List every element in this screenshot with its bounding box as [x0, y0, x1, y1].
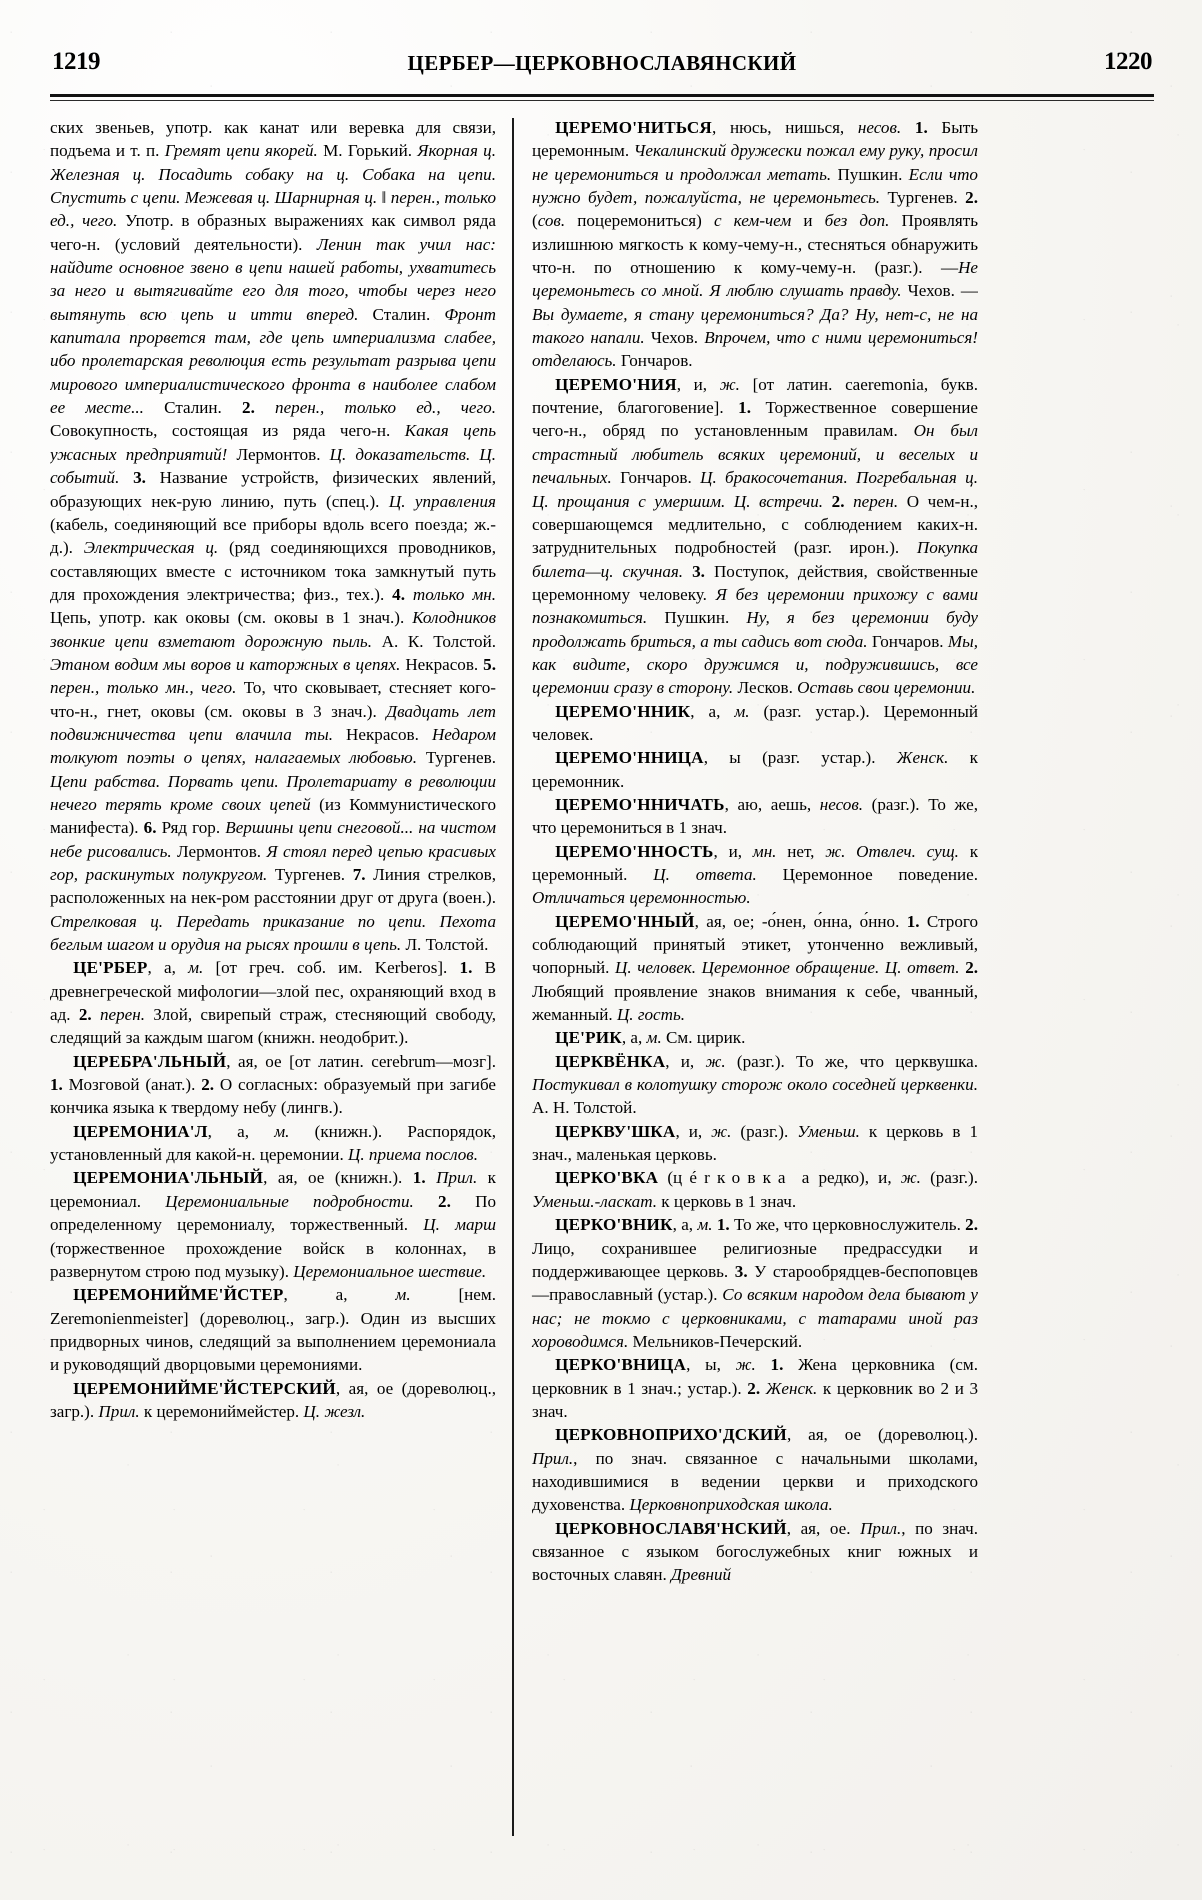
dictionary-entry-tseremonnitsa: ЦЕРЕМО'ННИЦА, ы (разг. устар.). Женск. к церемонник. — [532, 748, 978, 791]
dictionary-entry-tserkovnoprihodskiy: ЦЕРКОВНОПРИХО'ДСКИЙ, ая, ое (дореволюц.). Прил., по знач. связанное с начальными школами, находившимися в ведении церкви и приходского духовенства. Церковноприходская школа. — [532, 1425, 978, 1515]
entry-continued: ских звеньев, употр. как канат или веревка для связи, подъема и т. п. Гремят цепи якорей. М. Горький. Якорная ц. Железная ц. Посадить собаку на ц. Собака на цепи. Спустить с цепи. Межевая ц. Шарнирная ц. ‖ перен., только ед., чего. Употр. в образных выражениях как символ ряда чего-н. (условий деятельности). Ленин так учил нас: найдите основное звено в цепи нашей работы, ухватитесь за него и вытягивайте его для того, чтобы через него вытянуть всю цепь и итти вперед. Сталин. Фронт капитала прорвется там, где цепь империализма слабее, ибо пролетарская революция есть результат разрыва цепи мирового империалистического фронта в наиболее слабом ее месте... Сталин. 2. перен., только ед., чего. Совокупность, состоящая из ряда чего-н. Какая цепь ужасных предприятий! Лермонтов. Ц. доказательств. Ц. событий. 3. Название устройств, физических явлений, образующих нек-рую линию, путь (спец.). Ц. управления (кабель, соединяющий все приборы вдоль всего поезда; ж.-д.). Электрическая ц. (ряд соединяющихся проводников, составляющих вместе с источником тока замкнутый путь для прохождения электричества; физ., тех.). 4. только мн. Цепь, употр. как оковы (см. оковы в 1 знач.). Колодников звонкие цепи взметают дорожную пыль. А. К. Толстой. Этаном водим мы воров и каторжных в цепях. Некрасов. 5. перен., только мн., чего. То, что сковывает, стесняет кого-что-н., гнет, оковы (см. оковы в 3 знач.). Двадцать лет подвижничества цепи влачила ты. Некрасов. Недаром толкуют поэты о цепях, налагаемых любовью. Тургенев. Цепи рабства. Порвать цепи. Пролетариату в революции нечего терять кроме своих цепей (из Коммунистического манифеста). 6. Ряд гор. Вершины цепи снеговой... на чистом небе рисовались. Лермонтов. Я стоял перед цепью красивых гор, раскинутых полукругом. Тургенев. 7. Линия стрелков, расположенных на нек-ром расстоянии друг от друга (воен.). Стрелковая ц. Передать приказание по цепи. Пехота беглым шагом и орудия на рысях прошли в цепь. Л. Толстой. — [50, 118, 497, 955]
dictionary-entry-tserkovnitsa: ЦЕРКО'ВНИЦА, ы, ж. 1. Жена церковника (см. церковник в 1 знач.; устар.). 2. Женск. к церковник во 2 и 3 знач. — [532, 1355, 978, 1421]
dictionary-entry-tseremoniya: ЦЕРЕМО'НИЯ, и, ж. [от латин. caeremonia, букв. почтение, благоговение]. 1. Торжественное совершение чего-н., обряд по установленным правилам. Он был страстный любитель всяких церемоний, и веселых и печальных. Гончаров. Ц. бракосочетания. Погребальная ц. Ц. прощания с умершим. Ц. встречи. 2. перен. О чем-н., совершающемся медлительно, с соблюдением каких-н. затруднительных подробностей (разг. ирон.). Покупка билета—ц. скучная. 3. Поступок, действия, свойственные церемонному человеку. Я без церемонии прихожу с вами познакомиться. Пушкин. Ну, я без церемонии буду продолжать бриться, а ты садись вот сюда. Гончаров. Мы, как видите, скоро дружимся и, подружившись, все церемонии сразу в сторону. Лесков. Оставь свои церемонии. — [532, 374, 978, 698]
right-entry-list — [532, 116, 978, 1587]
dictionary-entry-tseremonnik: ЦЕРЕМО'ННИК, а, м. (разг. устар.). Церемонный человек. — [532, 701, 978, 744]
dictionary-entry-tserkvenka: ЦЕРКВЁНКА, и, ж. (разг.). То же, что церквушка. Постукивал в колотушку сторож около соседней церквенки. А. Н. Толстой. — [532, 1051, 978, 1118]
header-rule-thin — [50, 100, 1154, 101]
dictionary-entry-tseremonial: ЦЕРЕМОНИА'Л, а, м. (книжн.). Распорядок, установленный для какой-н. церемонии. Ц. приема послов. — [50, 1121, 496, 1165]
dictionary-entry-tserkovnoslavyanskiy: ЦЕРКОВНОСЛАВЯ'НСКИЙ, ая, ое. Прил., по знач. связанное с языком богослужебных книг южных и восточных славян. Древний — [532, 1518, 978, 1585]
running-title: ЦЕРБЕР—ЦЕРКОВНОСЛАВЯНСКИЙ — [407, 51, 797, 75]
header-rule — [50, 94, 1154, 103]
dictionary-entry-tseremoniymeyster: ЦЕРЕМОНИЙМЕ'ЙСТЕР, а, м. [нем. Zeremonienmeister] (дореволюц., загр.). Один из высших придворных чинов, следящий за выполнением церемониала и руководящий дворцовыми церемониями. — [50, 1285, 496, 1375]
dictionary-entry-tserkvushka: ЦЕРКВУ'ШКА, и, ж. (разг.). Уменьш. к церковь в 1 знач., маленькая церковь. — [532, 1121, 978, 1165]
left-entry-list — [50, 956, 496, 1423]
dictionary-entry-tseremonnyy: ЦЕРЕМО'ННЫЙ, ая, ое; -о́нен, о́нна, о́нно. 1. Строго соблюдающий принятый этикет, утонченно вежливый, чопорный. Ц. человек. Церемонное обращение. Ц. ответ. 2. Любящий проявление знаков внимания к себе, чванный, жеманный. Ц. гость. — [532, 911, 978, 1025]
dictionary-entry-tseremoniymeysterskiy: ЦЕРЕМОНИЙМЕ'ЙСТЕРСКИЙ, ая, ое (дореволюц., загр.). Прил. к церемониймейстер. Ц. жезл. — [50, 1378, 496, 1421]
dictionary-entry-tseremonitsya: ЦЕРЕМО'НИТЬСЯ, нюсь, нишься, несов. 1. Быть церемонным. Чекалинский дружески пожал ему руку, просил не церемониться и продолжал метать. Пушкин. Если что нужно будет, пожалуйста, не церемоньтесь. Тургенев. 2. (сов. поцеремониться) с кем-чем и без доп. Проявлять излишнюю мягкость к кому-чему-н., стесняться обнаружить что-н. по отношению к кому-чему-н. (разг.). —Не церемоньтесь со мной. Я люблю слушать правду. Чехов. —Вы думаете, я стану церемониться? Да? Ну, нет-с, не на такого напали. Чехов. Впрочем, что с ними церемониться! отделаюсь. Гончаров. — [532, 118, 978, 371]
dictionary-entry-tseremonialnyy: ЦЕРЕМОНИА'ЛЬНЫЙ, ая, ое (книжн.). 1. Прил. к церемониал. Церемониальные подробности. 2. По определенному церемониалу, торжественный. Ц. марш (торжественное прохождение войск в колоннах, в развернутом строю под музыку). Церемониальное шествие. — [50, 1168, 496, 1281]
dictionary-entry-tserik: ЦЕ'РИК, а, м. См. цирик. — [555, 1028, 746, 1048]
folio-right: 1220 — [1104, 48, 1152, 75]
dictionary-entry-tserebralnyy: ЦЕРЕБРА'ЛЬНЫЙ, ая, ое [от латин. cerebrum—мозг]. 1. Мозговой (анат.). 2. О согласных: образуемый при загибе кончика языка к твердому небу (лингв.). — [50, 1051, 497, 1118]
header-rule-thick — [50, 94, 1154, 97]
dictionary-entry-tserber: ЦЕ'РБЕР, а, м. [от греч. соб. им. Kerberos]. 1. В древнегреческой мифологии—злой пес, охраняющий вход в ад. 2. перен. Злой, свирепый страж, стесняющий свободу, следящий за каждым шагом (книжн. неодобрит.). — [50, 958, 496, 1048]
columns — [50, 116, 1154, 1836]
page-content — [50, 48, 1154, 1848]
dictionary-entry-tseremonnost: ЦЕРЕМО'ННОСТЬ, и, мн. нет, ж. Отвлеч. сущ. к церемонный. Ц. ответа. Церемонное поведение. Отличаться церемонностью. — [532, 841, 978, 908]
dictionary-entry-tserkovnik: ЦЕРКО'ВНИК, а, м. 1. То же, что церковнослужитель. 2. Лицо, сохранившее религиозные предрассудки и поддерживающее церковь. 3. У старообрядцев-беспоповцев—православный (устар.). Со всяким народом дела бывают у нас; не токмо с церковниками, с татарами иной раз хороводимся. Мельников-Печерский. — [532, 1215, 978, 1351]
folio-left: 1219 — [52, 48, 100, 75]
right-column — [514, 116, 978, 1836]
left-column — [50, 116, 512, 1836]
dictionary-entry-tseremonnichat: ЦЕРЕМО'ННИЧАТЬ, аю, аешь, несов. (разг.). То же, что церемониться в 1 знач. — [532, 794, 978, 838]
dictionary-entry-tserkovka: ЦЕРКО'ВКА (цérковка а редко), и, ж. (разг.). Уменьш.-ласкат. к церковь в 1 знач. — [532, 1168, 978, 1211]
running-head — [50, 48, 1154, 92]
